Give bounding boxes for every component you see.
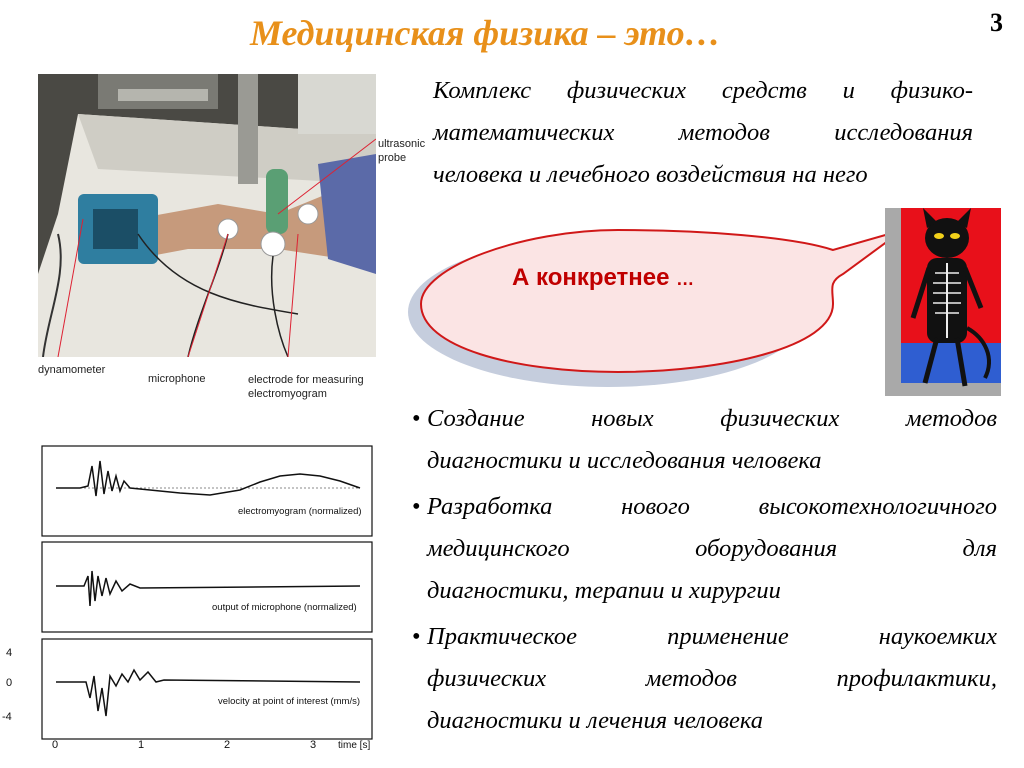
cat-xray-picture-frame bbox=[885, 208, 1001, 396]
y-tick-top: 4 bbox=[6, 647, 13, 659]
bullet-marker: • bbox=[412, 405, 421, 432]
x-tick-3: 3 bbox=[310, 739, 317, 751]
emg-label: electromyogram (normalized) bbox=[238, 506, 362, 517]
x-tick-0: 0 bbox=[52, 739, 59, 751]
bubble-text bbox=[512, 264, 694, 292]
velocity-label: velocity at point of interest (mm/s) bbox=[218, 696, 361, 707]
bullet-item-2 bbox=[412, 486, 997, 612]
microphone-label: output of microphone (normalized) bbox=[212, 602, 357, 613]
emg-panel bbox=[42, 446, 372, 536]
bullet-3-line-2: физических методов профилактики, bbox=[427, 665, 997, 692]
slide-title: Медицинская физика – это… bbox=[250, 13, 721, 53]
x-axis-unit: time [s] bbox=[338, 740, 371, 751]
bullet-2-line-3: диагностики, терапии и хирургии bbox=[427, 577, 781, 604]
bullet-3-line-3: диагностики и лечения человека bbox=[427, 707, 764, 734]
cat-xray-picture bbox=[885, 208, 1001, 396]
bubble-text-ellipsis: … bbox=[676, 269, 695, 289]
label-ultrasonic-line2: probe bbox=[378, 152, 407, 164]
label-ultrasonic-line1: ultrasonic bbox=[378, 138, 426, 150]
y-tick-mid: 0 bbox=[6, 677, 13, 689]
page-number: 3 bbox=[990, 8, 1003, 37]
y-tick-bottom: -4 bbox=[2, 711, 12, 723]
bullet-marker: • bbox=[412, 623, 421, 650]
bullet-item-3 bbox=[412, 616, 997, 742]
intro-line-1: Комплекс физических средств и физико- bbox=[433, 77, 973, 104]
x-tick-1: 1 bbox=[138, 739, 145, 751]
label-microphone: microphone bbox=[148, 373, 206, 385]
bubble-text-main: А конкретнее bbox=[512, 264, 670, 291]
speech-bubble-body bbox=[421, 230, 903, 372]
signal-recordings bbox=[0, 436, 400, 768]
bullet-1-line-2: диагностики и исследования человека bbox=[427, 447, 822, 474]
intro-definition bbox=[433, 70, 973, 196]
label-electrode bbox=[248, 373, 364, 401]
bullet-2-line-1: Разработка нового высокотехнологичного bbox=[427, 493, 997, 520]
speech-bubble bbox=[403, 212, 903, 392]
bullet-list bbox=[412, 398, 997, 746]
bullet-item-1 bbox=[412, 398, 997, 482]
label-ultrasonic-probe bbox=[378, 137, 425, 165]
bullet-3-line-1: Практическое применение наукоемких bbox=[427, 623, 997, 650]
x-tick-2: 2 bbox=[224, 739, 231, 751]
experiment-photo bbox=[38, 74, 376, 357]
bullet-2-line-2: медицинского оборудования для bbox=[427, 535, 997, 562]
bullet-1-line-1: Создание новых физических методов bbox=[427, 405, 997, 432]
bullet-marker: • bbox=[412, 493, 421, 520]
experiment-photo-illustration bbox=[38, 74, 376, 357]
intro-line-2: математических методов исследования bbox=[433, 119, 973, 146]
label-dynamometer: dynamometer bbox=[38, 364, 106, 376]
label-electrode-line1: electrode for measuring bbox=[248, 374, 364, 386]
intro-line-3: человека и лечебного воздействия на него bbox=[433, 161, 868, 188]
label-electrode-line2: electromyogram bbox=[248, 388, 327, 400]
